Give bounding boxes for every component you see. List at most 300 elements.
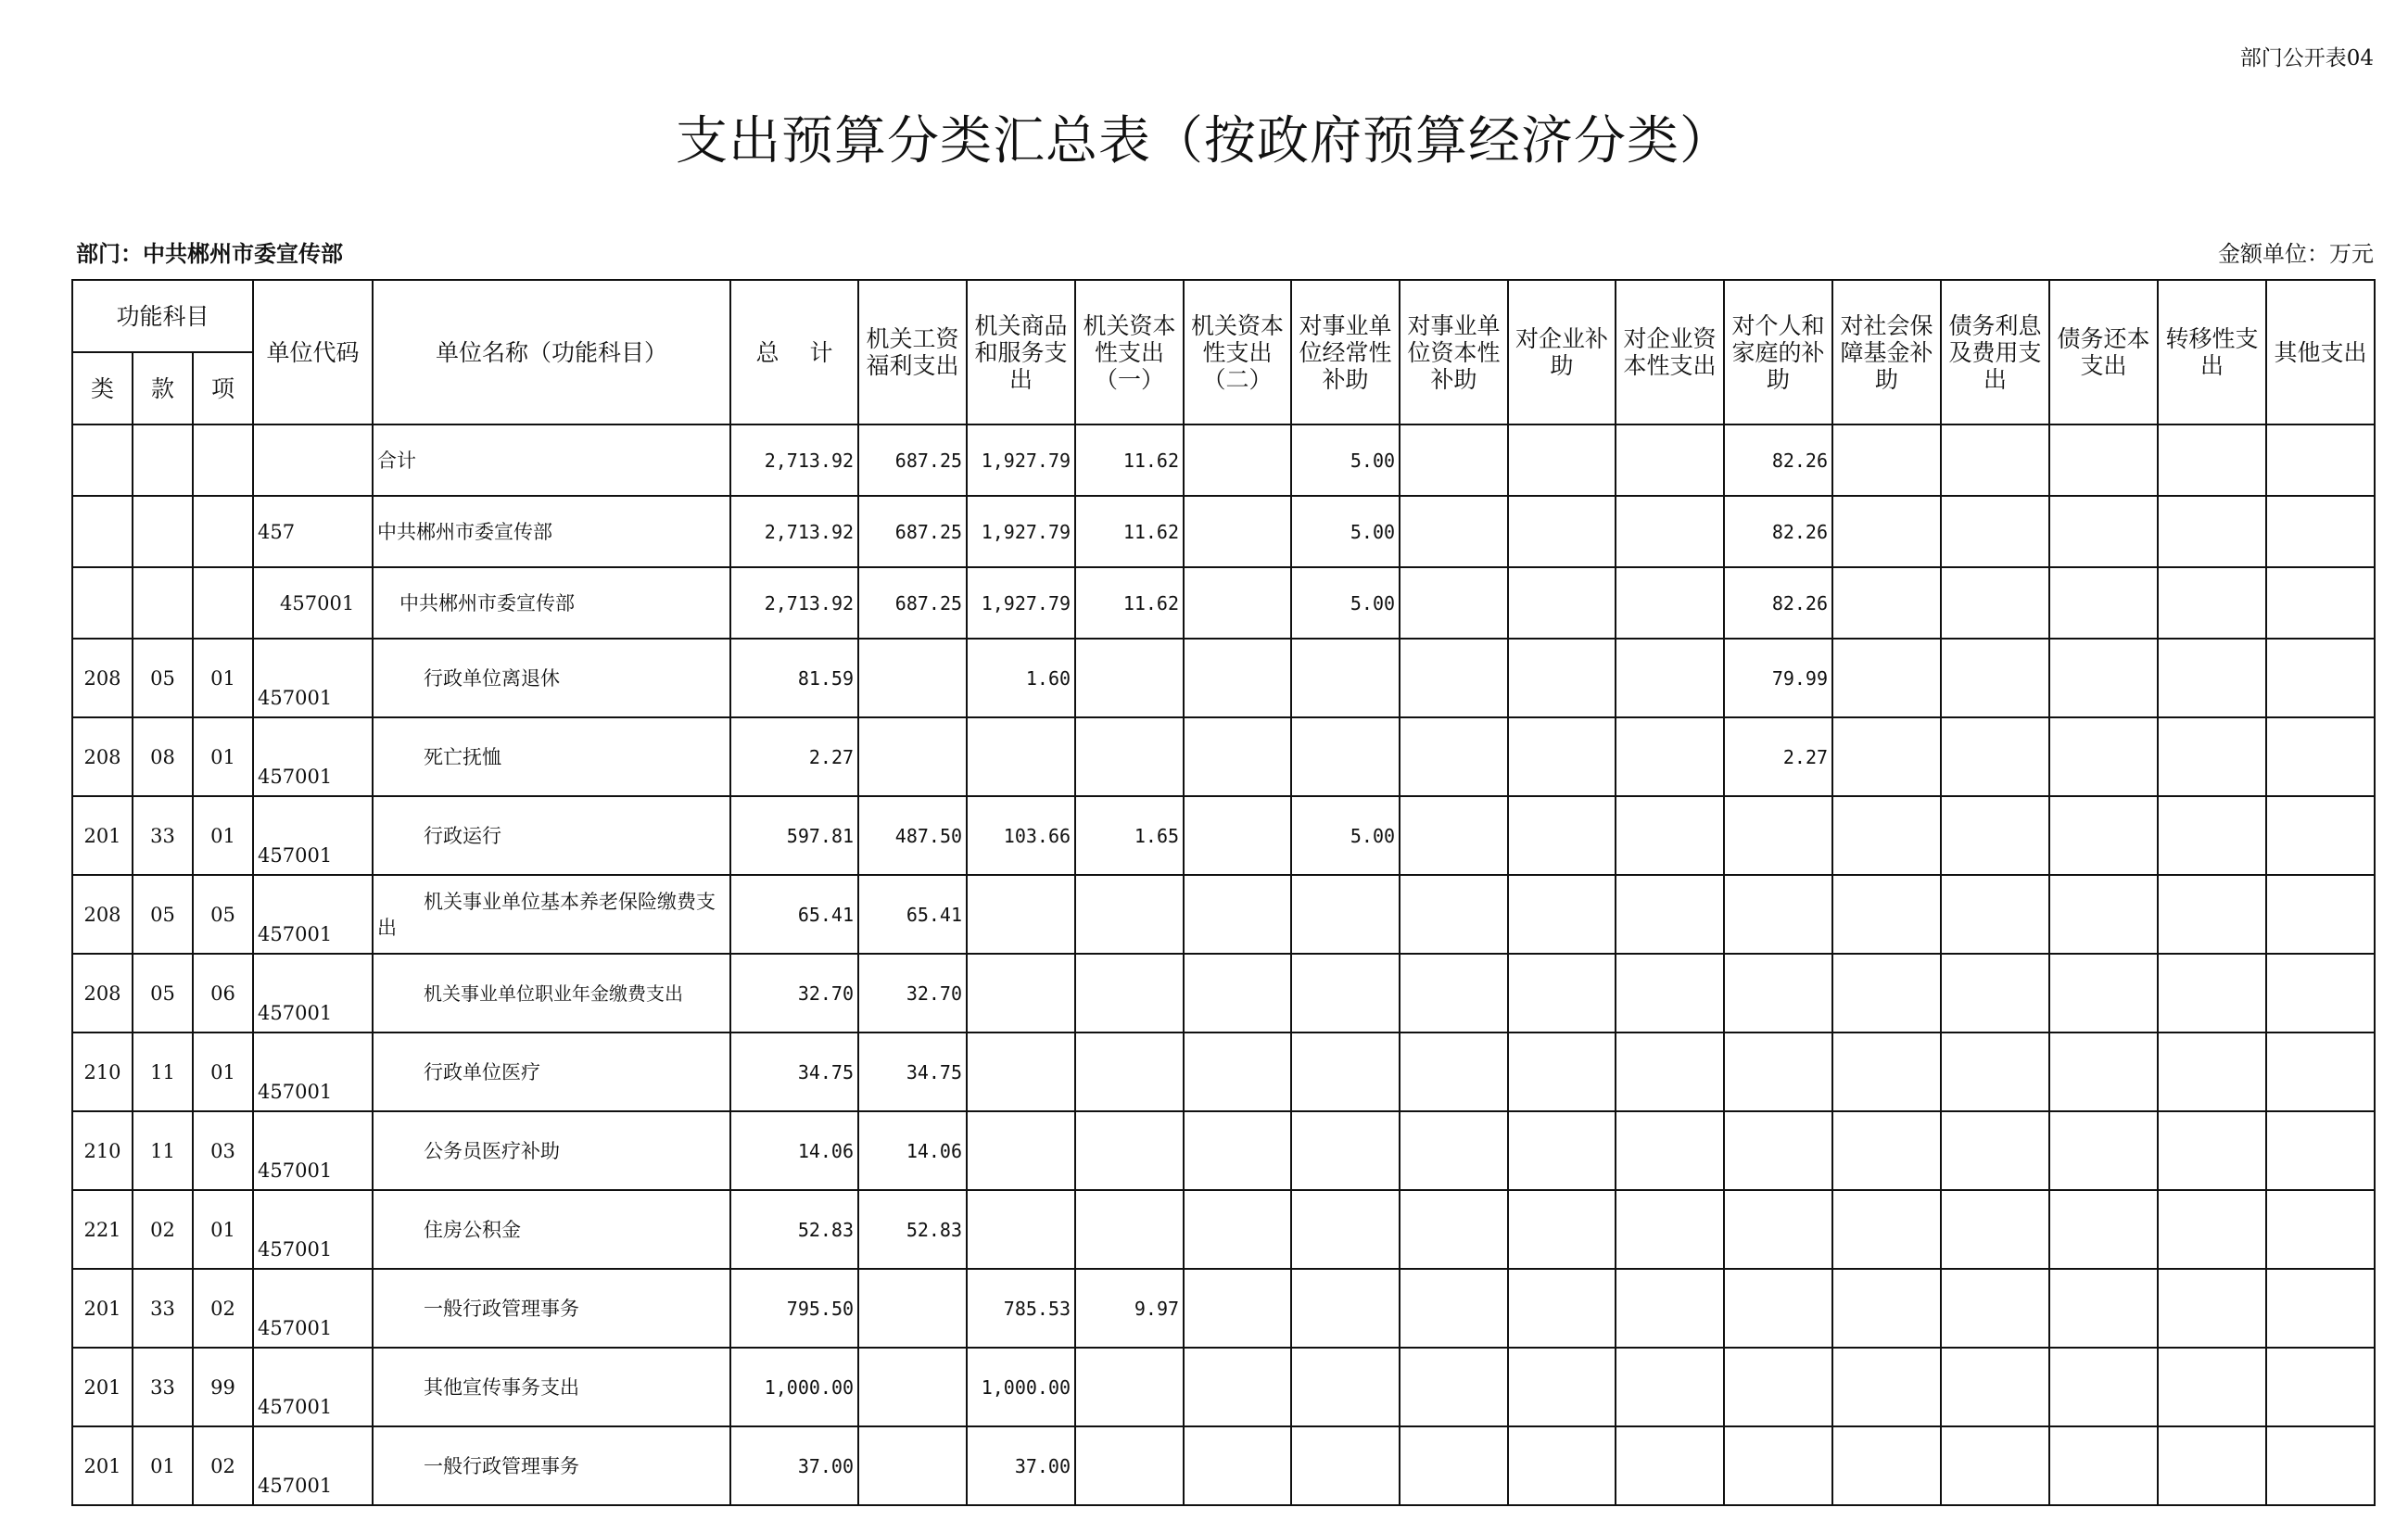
- cell-c3: [1075, 954, 1184, 1033]
- cell-c6: [1400, 424, 1508, 496]
- table-row: [72, 796, 2375, 875]
- cell-c5: 5.00: [1291, 567, 1400, 639]
- cell-xiang: [193, 496, 253, 567]
- cell-unit-name: 死亡抚恤: [373, 717, 730, 796]
- form-code: 部门公开表04: [2239, 46, 2374, 70]
- cell-c8: [1616, 496, 1724, 567]
- cell-kuan: 02: [133, 1190, 193, 1269]
- header-lei: 类: [72, 352, 133, 424]
- cell-c6: [1400, 875, 1508, 954]
- cell-c1: 687.25: [858, 496, 967, 567]
- cell-kuan: [133, 567, 193, 639]
- cell-unit-name: 机关事业单位职业年金缴费支出: [373, 954, 730, 1033]
- header-kuan: 款: [133, 352, 193, 424]
- cell-c2: [967, 954, 1075, 1033]
- cell-c7: [1508, 1426, 1616, 1505]
- cell-c12: [2049, 1426, 2158, 1505]
- header-unit-code: 单位代码: [253, 280, 373, 424]
- cell-c4: [1184, 424, 1291, 496]
- cell-c1: 14.06: [858, 1111, 967, 1190]
- cell-unit-name: 行政单位离退休: [373, 639, 730, 717]
- cell-c6: [1400, 1348, 1508, 1426]
- cell-xiang: 02: [193, 1269, 253, 1348]
- cell-c7: [1508, 796, 1616, 875]
- cell-c2: 1,927.79: [967, 496, 1075, 567]
- cell-kuan: 11: [133, 1033, 193, 1111]
- cell-unit-code: 457: [253, 496, 373, 567]
- cell-c8: [1616, 1111, 1724, 1190]
- cell-c8: [1616, 424, 1724, 496]
- cell-c6: [1400, 1426, 1508, 1505]
- cell-c2: 1.60: [967, 639, 1075, 717]
- cell-c10: [1832, 875, 1941, 954]
- cell-c13: [2158, 1111, 2266, 1190]
- cell-c8: [1616, 796, 1724, 875]
- cell-c12: [2049, 1033, 2158, 1111]
- cell-unit-code: 457001: [253, 1033, 373, 1111]
- cell-c10: [1832, 1269, 1941, 1348]
- table-row: [72, 1269, 2375, 1348]
- header-total: 总 计: [730, 280, 858, 424]
- cell-c3: [1075, 1426, 1184, 1505]
- cell-c7: [1508, 567, 1616, 639]
- cell-c13: [2158, 954, 2266, 1033]
- cell-c13: [2158, 875, 2266, 954]
- cell-c10: [1832, 567, 1941, 639]
- cell-c1: [858, 1348, 967, 1426]
- cell-c13: [2158, 1426, 2266, 1505]
- cell-xiang: 03: [193, 1111, 253, 1190]
- cell-c9: [1724, 1190, 1832, 1269]
- cell-unit-code: 457001: [253, 1348, 373, 1426]
- cell-c4: [1184, 954, 1291, 1033]
- cell-c2: [967, 717, 1075, 796]
- cell-c14: [2266, 1269, 2375, 1348]
- cell-c4: [1184, 1269, 1291, 1348]
- cell-c11: [1941, 567, 2049, 639]
- table-row: [72, 496, 2375, 567]
- cell-c4: [1184, 567, 1291, 639]
- cell-c11: [1941, 496, 2049, 567]
- cell-c13: [2158, 1190, 2266, 1269]
- cell-lei: 210: [72, 1033, 133, 1111]
- table-row: [72, 875, 2375, 954]
- cell-kuan: 05: [133, 954, 193, 1033]
- cell-c14: [2266, 954, 2375, 1033]
- cell-kuan: 05: [133, 875, 193, 954]
- cell-c12: [2049, 954, 2158, 1033]
- cell-total: 795.50: [730, 1269, 858, 1348]
- cell-c2: [967, 1190, 1075, 1269]
- cell-c4: [1184, 875, 1291, 954]
- cell-c1: 487.50: [858, 796, 967, 875]
- cell-lei: [72, 496, 133, 567]
- header-c10: 对社会保障基金补助: [1832, 280, 1941, 424]
- cell-c9: [1724, 796, 1832, 875]
- cell-c3: [1075, 875, 1184, 954]
- cell-total: 1,000.00: [730, 1348, 858, 1426]
- cell-c4: [1184, 1111, 1291, 1190]
- table-row: [72, 424, 2375, 496]
- cell-c13: [2158, 1348, 2266, 1426]
- cell-c1: 687.25: [858, 424, 967, 496]
- cell-lei: 210: [72, 1111, 133, 1190]
- cell-c2: 37.00: [967, 1426, 1075, 1505]
- cell-total: 2,713.92: [730, 567, 858, 639]
- header-c14: 其他支出: [2266, 280, 2375, 424]
- cell-kuan: [133, 496, 193, 567]
- cell-c7: [1508, 1111, 1616, 1190]
- cell-unit-code: 457001: [253, 567, 373, 639]
- cell-total: 14.06: [730, 1111, 858, 1190]
- cell-c7: [1508, 1190, 1616, 1269]
- cell-c9: 82.26: [1724, 567, 1832, 639]
- cell-total: 597.81: [730, 796, 858, 875]
- cell-c9: 79.99: [1724, 639, 1832, 717]
- cell-xiang: [193, 567, 253, 639]
- cell-c7: [1508, 1348, 1616, 1426]
- cell-xiang: 01: [193, 1190, 253, 1269]
- cell-xiang: [193, 424, 253, 496]
- cell-c4: [1184, 796, 1291, 875]
- header-c11: 债务利息及费用支出: [1941, 280, 2049, 424]
- cell-c5: [1291, 1269, 1400, 1348]
- cell-c2: 785.53: [967, 1269, 1075, 1348]
- cell-c10: [1832, 424, 1941, 496]
- cell-unit-code: 457001: [253, 1426, 373, 1505]
- cell-xiang: 01: [193, 1033, 253, 1111]
- cell-c8: [1616, 1190, 1724, 1269]
- amount-unit-label: 金额单位：万元: [2218, 241, 2374, 267]
- header-functional-subject: 功能科目: [72, 280, 253, 352]
- cell-c11: [1941, 639, 2049, 717]
- cell-c10: [1832, 1426, 1941, 1505]
- cell-c1: 52.83: [858, 1190, 967, 1269]
- cell-unit-code: 457001: [253, 954, 373, 1033]
- cell-c2: [967, 1033, 1075, 1111]
- cell-c6: [1400, 1190, 1508, 1269]
- cell-unit-name: 行政单位医疗: [373, 1033, 730, 1111]
- cell-c12: [2049, 1269, 2158, 1348]
- cell-xiang: 02: [193, 1426, 253, 1505]
- cell-c4: [1184, 496, 1291, 567]
- cell-c3: [1075, 717, 1184, 796]
- cell-unit-code: 457001: [253, 875, 373, 954]
- table-row: [72, 1348, 2375, 1426]
- cell-total: 2.27: [730, 717, 858, 796]
- cell-c11: [1941, 1033, 2049, 1111]
- cell-c13: [2158, 639, 2266, 717]
- cell-xiang: 99: [193, 1348, 253, 1426]
- cell-lei: 208: [72, 875, 133, 954]
- cell-c7: [1508, 1269, 1616, 1348]
- table-body: [72, 424, 2375, 1505]
- cell-c1: [858, 639, 967, 717]
- cell-c13: [2158, 796, 2266, 875]
- cell-kuan: 08: [133, 717, 193, 796]
- cell-c9: [1724, 1426, 1832, 1505]
- cell-c11: [1941, 424, 2049, 496]
- cell-c9: [1724, 1348, 1832, 1426]
- cell-c11: [1941, 1269, 2049, 1348]
- cell-c5: [1291, 717, 1400, 796]
- cell-c8: [1616, 639, 1724, 717]
- cell-unit-code: [253, 424, 373, 496]
- cell-c11: [1941, 1426, 2049, 1505]
- cell-c6: [1400, 496, 1508, 567]
- cell-c5: [1291, 639, 1400, 717]
- cell-c14: [2266, 875, 2375, 954]
- cell-unit-code: 457001: [253, 1269, 373, 1348]
- cell-c2: 1,000.00: [967, 1348, 1075, 1426]
- cell-kuan: 33: [133, 796, 193, 875]
- cell-c11: [1941, 1111, 2049, 1190]
- cell-c10: [1832, 1190, 1941, 1269]
- header-c12: 债务还本支出: [2049, 280, 2158, 424]
- header-c9: 对个人和家庭的补助: [1724, 280, 1832, 424]
- cell-c13: [2158, 1033, 2266, 1111]
- cell-c3: [1075, 639, 1184, 717]
- cell-c9: [1724, 1033, 1832, 1111]
- cell-c3: 11.62: [1075, 496, 1184, 567]
- cell-c12: [2049, 1348, 2158, 1426]
- table-row: [72, 1190, 2375, 1269]
- cell-c12: [2049, 567, 2158, 639]
- cell-kuan: [133, 424, 193, 496]
- cell-unit-name: 机关事业单位基本养老保险缴费支出: [373, 875, 730, 954]
- cell-c8: [1616, 875, 1724, 954]
- header-c2: 机关商品和服务支出: [967, 280, 1075, 424]
- cell-c12: [2049, 717, 2158, 796]
- cell-unit-code: 457001: [253, 717, 373, 796]
- cell-c14: [2266, 424, 2375, 496]
- cell-unit-name: 其他宣传事务支出: [373, 1348, 730, 1426]
- cell-c14: [2266, 796, 2375, 875]
- cell-c14: [2266, 639, 2375, 717]
- cell-lei: 201: [72, 796, 133, 875]
- cell-c3: [1075, 1190, 1184, 1269]
- cell-c8: [1616, 1426, 1724, 1505]
- cell-lei: 208: [72, 717, 133, 796]
- cell-c5: [1291, 1190, 1400, 1269]
- cell-unit-name: 一般行政管理事务: [373, 1269, 730, 1348]
- cell-unit-code: 457001: [253, 639, 373, 717]
- cell-c12: [2049, 796, 2158, 875]
- cell-kuan: 05: [133, 639, 193, 717]
- cell-c6: [1400, 1111, 1508, 1190]
- cell-c4: [1184, 1348, 1291, 1426]
- header-c1: 机关工资福利支出: [858, 280, 967, 424]
- cell-c1: 32.70: [858, 954, 967, 1033]
- table-row: [72, 1033, 2375, 1111]
- cell-unit-code: 457001: [253, 1111, 373, 1190]
- cell-c14: [2266, 1190, 2375, 1269]
- cell-c10: [1832, 496, 1941, 567]
- cell-c4: [1184, 639, 1291, 717]
- cell-c11: [1941, 796, 2049, 875]
- cell-c9: 2.27: [1724, 717, 1832, 796]
- cell-c3: 9.97: [1075, 1269, 1184, 1348]
- cell-c11: [1941, 954, 2049, 1033]
- cell-c6: [1400, 1269, 1508, 1348]
- cell-total: 52.83: [730, 1190, 858, 1269]
- cell-c6: [1400, 796, 1508, 875]
- table-row: [72, 717, 2375, 796]
- cell-xiang: 01: [193, 796, 253, 875]
- cell-total: 32.70: [730, 954, 858, 1033]
- header-c13: 转移性支出: [2158, 280, 2266, 424]
- cell-c2: 1,927.79: [967, 424, 1075, 496]
- table-row: [72, 567, 2375, 639]
- cell-c5: 5.00: [1291, 424, 1400, 496]
- cell-total: 34.75: [730, 1033, 858, 1111]
- cell-c11: [1941, 1348, 2049, 1426]
- cell-c1: 65.41: [858, 875, 967, 954]
- cell-c7: [1508, 1033, 1616, 1111]
- cell-c12: [2049, 496, 2158, 567]
- cell-c3: [1075, 1348, 1184, 1426]
- header-c6: 对事业单位资本性补助: [1400, 280, 1508, 424]
- cell-c9: 82.26: [1724, 496, 1832, 567]
- cell-unit-code: 457001: [253, 796, 373, 875]
- cell-lei: 208: [72, 639, 133, 717]
- cell-c10: [1832, 639, 1941, 717]
- cell-c14: [2266, 1111, 2375, 1190]
- table-row: [72, 1426, 2375, 1505]
- cell-c1: [858, 717, 967, 796]
- cell-c7: [1508, 875, 1616, 954]
- cell-c7: [1508, 639, 1616, 717]
- cell-c13: [2158, 496, 2266, 567]
- cell-c4: [1184, 1426, 1291, 1505]
- cell-c9: [1724, 1269, 1832, 1348]
- cell-xiang: 05: [193, 875, 253, 954]
- header-c3: 机关资本性支出（一）: [1075, 280, 1184, 424]
- budget-table: [71, 279, 2376, 1506]
- cell-lei: 208: [72, 954, 133, 1033]
- cell-c11: [1941, 717, 2049, 796]
- cell-c14: [2266, 496, 2375, 567]
- cell-c5: [1291, 1348, 1400, 1426]
- cell-c7: [1508, 717, 1616, 796]
- cell-xiang: 06: [193, 954, 253, 1033]
- cell-c5: 5.00: [1291, 796, 1400, 875]
- cell-c6: [1400, 639, 1508, 717]
- cell-c6: [1400, 954, 1508, 1033]
- cell-c7: [1508, 496, 1616, 567]
- cell-c8: [1616, 1269, 1724, 1348]
- cell-c7: [1508, 954, 1616, 1033]
- cell-unit-code: 457001: [253, 1190, 373, 1269]
- cell-lei: [72, 424, 133, 496]
- cell-c9: [1724, 875, 1832, 954]
- cell-unit-name: 公务员医疗补助: [373, 1111, 730, 1190]
- cell-c10: [1832, 1348, 1941, 1426]
- cell-unit-name: 中共郴州市委宣传部: [373, 567, 730, 639]
- table-row: [72, 639, 2375, 717]
- cell-lei: 201: [72, 1426, 133, 1505]
- cell-c5: [1291, 875, 1400, 954]
- cell-c3: 11.62: [1075, 424, 1184, 496]
- cell-c14: [2266, 567, 2375, 639]
- cell-total: 37.00: [730, 1426, 858, 1505]
- cell-c13: [2158, 567, 2266, 639]
- cell-c2: 103.66: [967, 796, 1075, 875]
- cell-c6: [1400, 717, 1508, 796]
- cell-kuan: 01: [133, 1426, 193, 1505]
- cell-lei: 201: [72, 1269, 133, 1348]
- header-unit-name: 单位名称（功能科目）: [373, 280, 730, 424]
- cell-c14: [2266, 1426, 2375, 1505]
- cell-c9: [1724, 1111, 1832, 1190]
- cell-c5: 5.00: [1291, 496, 1400, 567]
- cell-c5: [1291, 1033, 1400, 1111]
- cell-c1: [858, 1426, 967, 1505]
- cell-unit-name: 一般行政管理事务: [373, 1426, 730, 1505]
- cell-c6: [1400, 1033, 1508, 1111]
- cell-c1: 34.75: [858, 1033, 967, 1111]
- cell-total: 65.41: [730, 875, 858, 954]
- cell-c8: [1616, 1348, 1724, 1426]
- cell-c4: [1184, 717, 1291, 796]
- cell-lei: 221: [72, 1190, 133, 1269]
- cell-c14: [2266, 717, 2375, 796]
- cell-kuan: 33: [133, 1269, 193, 1348]
- cell-total: 2,713.92: [730, 496, 858, 567]
- cell-c2: [967, 1111, 1075, 1190]
- cell-lei: 201: [72, 1348, 133, 1426]
- cell-c3: [1075, 1033, 1184, 1111]
- header-c8: 对企业资本性支出: [1616, 280, 1724, 424]
- cell-c13: [2158, 1269, 2266, 1348]
- cell-c10: [1832, 717, 1941, 796]
- page-title: 支出预算分类汇总表（按政府预算经济分类）: [676, 111, 1732, 171]
- cell-kuan: 11: [133, 1111, 193, 1190]
- cell-c11: [1941, 1190, 2049, 1269]
- cell-c3: 1.65: [1075, 796, 1184, 875]
- cell-c12: [2049, 424, 2158, 496]
- cell-c6: [1400, 567, 1508, 639]
- cell-c5: [1291, 954, 1400, 1033]
- table-row: [72, 1111, 2375, 1190]
- header-c4: 机关资本性支出（二）: [1184, 280, 1291, 424]
- cell-c14: [2266, 1033, 2375, 1111]
- cell-c8: [1616, 567, 1724, 639]
- cell-c5: [1291, 1111, 1400, 1190]
- table-row: [72, 954, 2375, 1033]
- cell-c12: [2049, 1111, 2158, 1190]
- cell-c3: 11.62: [1075, 567, 1184, 639]
- cell-c4: [1184, 1033, 1291, 1111]
- cell-c7: [1508, 424, 1616, 496]
- cell-lei: [72, 567, 133, 639]
- cell-c4: [1184, 1190, 1291, 1269]
- cell-c1: 687.25: [858, 567, 967, 639]
- cell-unit-name: 行政运行: [373, 796, 730, 875]
- cell-c2: [967, 875, 1075, 954]
- header-xiang: 项: [193, 352, 253, 424]
- cell-c12: [2049, 875, 2158, 954]
- cell-unit-name: 住房公积金: [373, 1190, 730, 1269]
- cell-c10: [1832, 1111, 1941, 1190]
- header-c7: 对企业补助: [1508, 280, 1616, 424]
- cell-c12: [2049, 639, 2158, 717]
- cell-xiang: 01: [193, 717, 253, 796]
- header-c5: 对事业单位经常性补助: [1291, 280, 1400, 424]
- cell-c3: [1075, 1111, 1184, 1190]
- cell-c11: [1941, 875, 2049, 954]
- cell-total: 81.59: [730, 639, 858, 717]
